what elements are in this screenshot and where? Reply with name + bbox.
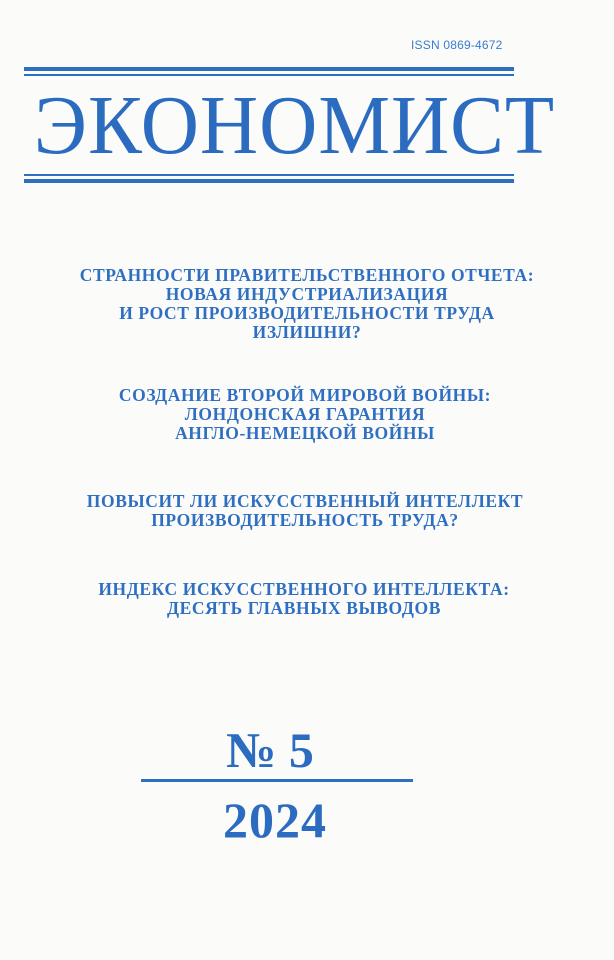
headline-line: АНГЛО-НЕМЕЦКОЙ ВОЙНЫ xyxy=(175,423,435,443)
headline-line: ДЕСЯТЬ ГЛАВНЫХ ВЫВОДОВ xyxy=(166,598,442,618)
headline-government-report xyxy=(0,266,614,342)
masthead-top-rules xyxy=(24,67,514,76)
headline-line: СОЗДАНИЕ ВТОРОЙ МИРОВОЙ ВОЙНЫ: xyxy=(118,385,492,405)
headline-ai-productivity xyxy=(0,492,612,530)
headline-second-world-war xyxy=(0,386,612,443)
issue-number: № 5 xyxy=(226,722,314,778)
headline-line: И РОСТ ПРОИЗВОДИТЕЛЬНОСТИ ТРУДА xyxy=(119,303,495,323)
masthead-top-thin-rule xyxy=(24,74,514,76)
issn-label: ISSN 0869-4672 xyxy=(411,38,503,52)
headline-line: НОВАЯ ИНДУСТРИАЛИЗАЦИЯ xyxy=(165,284,449,304)
headline-line: ПРОИЗВОДИТЕЛЬНОСТЬ ТРУДА? xyxy=(151,510,459,530)
journal-masthead-title: ЭКОНОМИСТ xyxy=(33,79,556,172)
masthead-bottom-thin-rule xyxy=(24,174,514,176)
headline-line: СТРАННОСТИ ПРАВИТЕЛЬСТВЕННОГО ОТЧЕТА: xyxy=(79,265,535,285)
headline-line: ПОВЫСИТ ЛИ ИСКУССТВЕННЫЙ ИНТЕЛЛЕКТ xyxy=(86,491,524,511)
issue-year: 2024 xyxy=(223,792,327,848)
headline-ai-index xyxy=(0,580,611,618)
headline-line: ИНДЕКС ИСКУССТВЕННОГО ИНТЕЛЛЕКТА: xyxy=(98,579,510,599)
headline-line: ИЗЛИШНИ? xyxy=(252,322,362,342)
masthead-bottom-rules xyxy=(24,174,514,183)
masthead-top-thick-rule xyxy=(24,67,514,71)
headline-line: ЛОНДОНСКАЯ ГАРАНТИЯ xyxy=(184,404,426,424)
masthead-bottom-thick-rule xyxy=(24,179,514,183)
issue-divider-rule xyxy=(141,779,413,782)
